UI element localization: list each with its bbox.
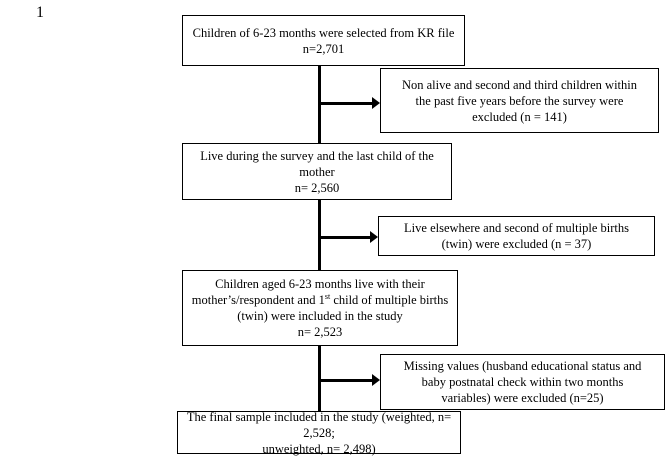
excluded-non-alive-line3: excluded (n = 141) xyxy=(472,109,567,124)
excluded-missing-line2: baby postnatal check within two months xyxy=(421,375,624,389)
excluded-elsewhere-line2: (twin) were excluded (n = 37) xyxy=(441,237,592,251)
excluded-missing-box xyxy=(380,354,665,410)
included-study-line3: (twin) were included in the study xyxy=(237,309,403,323)
included-study-line2 xyxy=(192,292,448,308)
live-last-child-box xyxy=(182,143,452,200)
live-last-child-line2: mother xyxy=(299,164,335,179)
excluded-elsewhere-line1: Live elsewhere and second of multiple births xyxy=(404,221,629,235)
excluded-missing-line3: variables) were excluded (n=25) xyxy=(441,391,604,405)
included-study-line2-a: mother’s/respondent and 1 xyxy=(191,293,325,307)
flow-line-1 xyxy=(318,66,321,144)
selected-children-count: n=2,701 xyxy=(302,41,345,56)
included-study-count: n= 2,523 xyxy=(297,325,343,339)
final-sample-line1: The final sample included in the study (weighted, n= 2,528; xyxy=(186,409,452,440)
exclusion-arrow-2 xyxy=(370,231,378,243)
included-study-line2-b: child of multiple births xyxy=(330,293,449,307)
final-sample-line2: unweighted, n= 2,498) xyxy=(262,441,376,456)
excluded-elsewhere-box xyxy=(378,216,655,256)
exclusion-arrow-1 xyxy=(372,97,380,109)
live-last-child-count: n= 2,560 xyxy=(294,180,340,195)
included-study-box xyxy=(182,270,458,346)
exclusion-branch-1 xyxy=(318,102,373,105)
exclusion-branch-3 xyxy=(318,379,373,382)
excluded-missing-line1: Missing values (husband educational status and xyxy=(403,359,642,373)
final-sample-box xyxy=(177,411,461,454)
excluded-non-alive-box xyxy=(380,68,659,133)
page-number: 1 xyxy=(36,4,44,21)
excluded-non-alive-line1: Non alive and second and third children within xyxy=(401,77,637,92)
selected-children-box xyxy=(182,15,465,66)
included-study-line1: Children aged 6-23 months live with their xyxy=(215,277,425,291)
exclusion-arrow-3 xyxy=(372,374,380,386)
included-study-line2-sup: st xyxy=(324,291,331,301)
live-last-child-line1: Live during the survey and the last child of the xyxy=(200,148,434,163)
selected-children-text: Children of 6-23 months were selected from KR file xyxy=(192,25,455,40)
excluded-non-alive-line2: the past five years before the survey were xyxy=(415,93,624,108)
exclusion-branch-2 xyxy=(318,236,371,239)
